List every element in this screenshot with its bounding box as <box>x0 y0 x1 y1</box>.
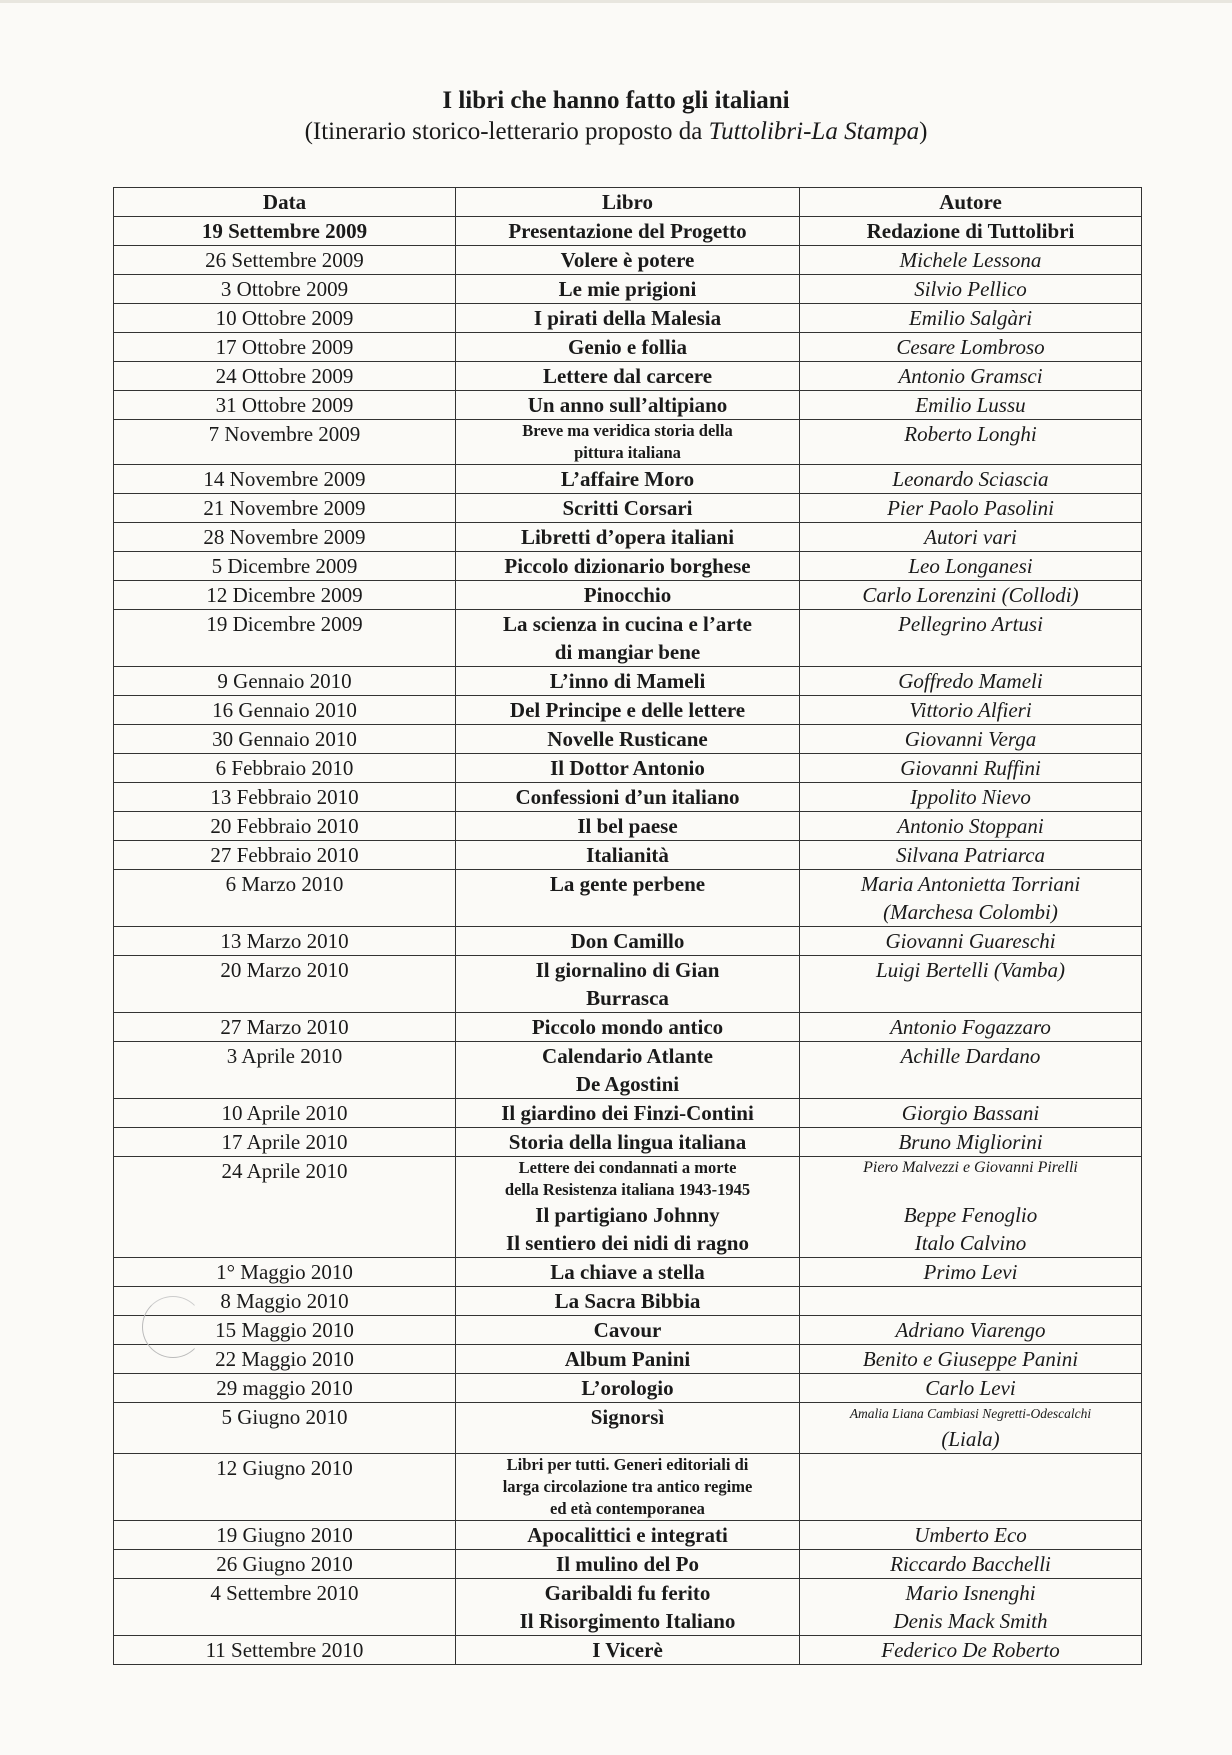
book-title-line: La Sacra Bibbia <box>554 1289 701 1313</box>
table-row <box>114 275 1142 304</box>
book-cell <box>456 1374 800 1403</box>
date-cell: 8 Maggio 2010 <box>114 1287 456 1316</box>
author-name-line: Maria Antonietta Torriani <box>860 872 1081 896</box>
book-title-line: Il partigiano Johnny <box>535 1203 720 1227</box>
date-cell: 12 Dicembre 2009 <box>114 581 456 610</box>
author-name-line: Achille Dardano <box>900 1044 1041 1068</box>
table-row <box>114 754 1142 783</box>
author-name-line: Antonio Fogazzaro <box>890 1015 1051 1039</box>
date-cell: 26 Giugno 2010 <box>114 1550 456 1579</box>
date-cell: 22 Maggio 2010 <box>114 1345 456 1374</box>
book-title-line: Lettere dal carcere <box>542 364 713 388</box>
author-name-line <box>804 1454 1137 1482</box>
author-name-line: Luigi Bertelli (Vamba) <box>876 958 1065 982</box>
subtitle-suffix: ) <box>919 118 928 145</box>
book-cell <box>456 783 800 812</box>
table-row <box>114 304 1142 333</box>
author-name-line: Silvio Pellico <box>914 277 1027 301</box>
author-name-line <box>804 1287 1137 1315</box>
author-cell <box>800 391 1142 420</box>
book-title-line: La chiave a stella <box>550 1260 705 1284</box>
author-cell <box>800 1258 1142 1287</box>
book-title-line: Del Principe e delle lettere <box>509 698 746 722</box>
date-cell: 14 Novembre 2009 <box>114 465 456 494</box>
author-name-line <box>804 1179 1137 1201</box>
book-title-line: pittura italiana <box>574 443 681 462</box>
author-cell <box>800 1454 1142 1521</box>
book-cell <box>456 696 800 725</box>
table-row <box>114 333 1142 362</box>
date-cell: 11 Settembre 2010 <box>114 1636 456 1665</box>
table-row <box>114 420 1142 465</box>
author-cell <box>800 333 1142 362</box>
book-title-line: Il giornalino di Gian <box>535 958 720 982</box>
table-row <box>114 217 1142 246</box>
author-name-line: Michele Lessona <box>899 248 1042 272</box>
author-cell <box>800 1550 1142 1579</box>
table-row <box>114 246 1142 275</box>
document-header <box>0 86 1232 148</box>
date-cell: 13 Marzo 2010 <box>114 927 456 956</box>
table-row <box>114 696 1142 725</box>
book-cell <box>456 667 800 696</box>
date-cell: 16 Gennaio 2010 <box>114 696 456 725</box>
book-title-line: La gente perbene <box>549 872 706 896</box>
book-title-line: Album Panini <box>564 1347 691 1371</box>
author-cell <box>800 1287 1142 1316</box>
table-row <box>114 523 1142 552</box>
author-cell <box>800 870 1142 927</box>
scan-edge <box>0 0 1232 3</box>
book-title-line: De Agostini <box>575 1072 680 1096</box>
date-cell: 17 Ottobre 2009 <box>114 333 456 362</box>
book-cell <box>456 812 800 841</box>
author-name-line: Beppe Fenoglio <box>903 1203 1038 1227</box>
author-cell <box>800 696 1142 725</box>
book-title-line: Scritti Corsari <box>562 496 693 520</box>
book-title-line: Il sentiero dei nidi di ragno <box>506 1231 749 1255</box>
author-cell <box>800 1157 1142 1258</box>
author-cell <box>800 246 1142 275</box>
author-name-line: Cesare Lombroso <box>896 335 1045 359</box>
author-name-line: Goffredo Mameli <box>898 669 1043 693</box>
author-cell <box>800 552 1142 581</box>
book-cell <box>456 523 800 552</box>
author-name-line: Amalia Liana Cambiasi Negretti-Odescalchi <box>849 1406 1092 1421</box>
author-name-line: Roberto Longhi <box>904 422 1037 446</box>
book-title-line: Piccolo dizionario borghese <box>504 554 751 578</box>
author-cell <box>800 217 1142 246</box>
book-cell <box>456 841 800 870</box>
date-cell: 21 Novembre 2009 <box>114 494 456 523</box>
book-cell <box>456 754 800 783</box>
book-title-line: Genio e follia <box>568 335 687 359</box>
author-cell <box>800 1374 1142 1403</box>
book-title-line: Apocalittici e integrati <box>527 1523 728 1547</box>
table-row <box>114 1374 1142 1403</box>
author-name-line: Silvana Patriarca <box>895 843 1046 867</box>
date-cell: 31 Ottobre 2009 <box>114 391 456 420</box>
author-cell <box>800 754 1142 783</box>
book-cell <box>456 552 800 581</box>
book-cell <box>456 1403 800 1454</box>
date-cell: 20 Febbraio 2010 <box>114 812 456 841</box>
author-cell <box>800 1042 1142 1099</box>
author-cell <box>800 1345 1142 1374</box>
author-cell <box>800 725 1142 754</box>
book-cell <box>456 494 800 523</box>
author-cell <box>800 812 1142 841</box>
book-cell <box>456 217 800 246</box>
author-name-line: Italo Calvino <box>914 1231 1027 1255</box>
book-title-line: Garibaldi fu ferito <box>544 1581 711 1605</box>
date-cell: 24 Ottobre 2009 <box>114 362 456 391</box>
book-title-line: Il mulino del Po <box>556 1552 699 1576</box>
date-cell: 19 Dicembre 2009 <box>114 610 456 667</box>
table-row <box>114 812 1142 841</box>
author-cell <box>800 1128 1142 1157</box>
book-cell <box>456 1258 800 1287</box>
book-cell <box>456 1636 800 1665</box>
author-name-line: Giovanni Ruffini <box>900 756 1041 780</box>
author-name-line: Antonio Gramsci <box>898 364 1043 388</box>
book-cell <box>456 1287 800 1316</box>
table-row <box>114 1157 1142 1258</box>
book-title-line: ed età contemporanea <box>550 1499 705 1518</box>
book-title-line: Un anno sull’altipiano <box>527 393 728 417</box>
book-title-line: Presentazione del Progetto <box>508 219 747 243</box>
book-cell <box>456 956 800 1013</box>
author-cell <box>800 1636 1142 1665</box>
author-cell <box>800 1013 1142 1042</box>
book-cell <box>456 725 800 754</box>
book-title-line: Libri per tutti. Generi editoriali di <box>506 1455 749 1474</box>
date-cell: 12 Giugno 2010 <box>114 1454 456 1521</box>
book-title-line: Cavour <box>593 1318 662 1342</box>
table-row <box>114 667 1142 696</box>
author-name-line: Leonardo Sciascia <box>892 467 1049 491</box>
date-cell: 13 Febbraio 2010 <box>114 783 456 812</box>
book-cell <box>456 1579 800 1636</box>
date-cell: 3 Aprile 2010 <box>114 1042 456 1099</box>
author-name-line: Mario Isnenghi <box>905 1581 1036 1605</box>
document-subtitle <box>0 116 1232 148</box>
subtitle-prefix: (Itinerario storico-letterario proposto da <box>304 118 709 145</box>
table-row <box>114 927 1142 956</box>
book-title-line: Il giardino dei Finzi-Contini <box>501 1101 754 1125</box>
column-header-autore: Autore <box>800 188 1142 217</box>
book-title-line: Piccolo mondo antico <box>531 1015 724 1039</box>
table-row <box>114 1550 1142 1579</box>
author-cell <box>800 1403 1142 1454</box>
book-cell <box>456 1042 800 1099</box>
table-row <box>114 1128 1142 1157</box>
table-row <box>114 1636 1142 1665</box>
date-cell: 5 Dicembre 2009 <box>114 552 456 581</box>
punch-hole-mark <box>142 1296 204 1358</box>
book-title-line: Lettere dei condannati a morte <box>518 1158 737 1177</box>
author-cell <box>800 956 1142 1013</box>
author-cell <box>800 667 1142 696</box>
table-row <box>114 1258 1142 1287</box>
book-cell <box>456 1550 800 1579</box>
table-row <box>114 1316 1142 1345</box>
table-row <box>114 1403 1142 1454</box>
book-title-line: Breve ma veridica storia della <box>522 421 733 440</box>
author-cell <box>800 841 1142 870</box>
book-title-line: larga circolazione tra antico regime <box>502 1477 753 1496</box>
table-row <box>114 552 1142 581</box>
date-cell: 30 Gennaio 2010 <box>114 725 456 754</box>
author-name-line: Emilio Salgàri <box>908 306 1033 330</box>
book-title-line: della Resistenza italiana 1943-1945 <box>504 1180 751 1199</box>
document-title: I libri che hanno fatto gli italiani <box>442 87 790 114</box>
book-title-line: Don Camillo <box>570 929 685 953</box>
author-name-line: Piero Malvezzi e Giovanni Pirelli <box>863 1159 1078 1176</box>
table-row <box>114 610 1142 667</box>
book-title-line: Il Risorgimento Italiano <box>519 1609 736 1633</box>
book-cell <box>456 333 800 362</box>
table-row <box>114 1454 1142 1521</box>
author-cell <box>800 610 1142 667</box>
book-title-line: di mangiar bene <box>554 640 701 664</box>
book-cell <box>456 870 800 927</box>
table-row <box>114 956 1142 1013</box>
date-cell: 3 Ottobre 2009 <box>114 275 456 304</box>
author-cell <box>800 420 1142 465</box>
date-cell: 10 Ottobre 2009 <box>114 304 456 333</box>
book-title-line: Confessioni d’un italiano <box>515 785 740 809</box>
table-row <box>114 1579 1142 1636</box>
table-row <box>114 1521 1142 1550</box>
book-cell <box>456 420 800 465</box>
table-row <box>114 1042 1142 1099</box>
book-title-line: La scienza in cucina e l’arte <box>502 612 753 636</box>
table-row <box>114 581 1142 610</box>
table-row <box>114 1013 1142 1042</box>
date-cell: 15 Maggio 2010 <box>114 1316 456 1345</box>
author-cell <box>800 362 1142 391</box>
book-cell <box>456 1157 800 1258</box>
date-cell: 28 Novembre 2009 <box>114 523 456 552</box>
author-cell <box>800 1316 1142 1345</box>
date-cell: 19 Settembre 2009 <box>114 217 456 246</box>
author-cell <box>800 494 1142 523</box>
table-header-row <box>114 188 1142 217</box>
table-row <box>114 391 1142 420</box>
book-cell <box>456 581 800 610</box>
table-row <box>114 465 1142 494</box>
author-name-line: Emilio Lussu <box>915 393 1026 417</box>
book-title-line: Italianità <box>586 843 669 867</box>
book-title-line: I Vicerè <box>592 1638 663 1662</box>
book-title-line: L’inno di Mameli <box>549 669 706 693</box>
book-title-line: Burrasca <box>586 986 669 1010</box>
book-cell <box>456 1454 800 1521</box>
book-cell <box>456 275 800 304</box>
book-title-line: Il bel paese <box>577 814 678 838</box>
table-row <box>114 494 1142 523</box>
author-name-line: Vittorio Alfieri <box>909 698 1032 722</box>
date-cell: 5 Giugno 2010 <box>114 1403 456 1454</box>
author-name-line: Riccardo Bacchelli <box>890 1552 1051 1576</box>
table-row <box>114 1345 1142 1374</box>
book-cell <box>456 1128 800 1157</box>
author-name-line: Bruno Migliorini <box>898 1130 1043 1154</box>
author-name-line: Adriano Viarengo <box>895 1318 1046 1342</box>
author-name-line: Carlo Levi <box>925 1376 1016 1400</box>
book-title-line: Pinocchio <box>583 583 672 607</box>
column-header-data: Data <box>114 188 456 217</box>
date-cell: 20 Marzo 2010 <box>114 956 456 1013</box>
author-name-line: Umberto Eco <box>914 1523 1027 1547</box>
book-title-line: Il Dottor Antonio <box>550 756 705 780</box>
book-cell <box>456 391 800 420</box>
author-name-line: Redazione di Tuttolibri <box>866 219 1075 243</box>
table-row <box>114 362 1142 391</box>
book-cell <box>456 465 800 494</box>
author-name-line: Ippolito Nievo <box>910 785 1031 809</box>
author-name-line: Antonio Stoppani <box>897 814 1044 838</box>
book-title-line: I pirati della Malesia <box>533 306 722 330</box>
author-name-line: Autori vari <box>924 525 1017 549</box>
book-cell <box>456 1099 800 1128</box>
book-title-line: Storia della lingua italiana <box>508 1130 747 1154</box>
book-title-line: L’orologio <box>581 1376 674 1400</box>
book-title-line: L’affaire Moro <box>560 467 695 491</box>
date-cell: 27 Febbraio 2010 <box>114 841 456 870</box>
date-cell: 6 Marzo 2010 <box>114 870 456 927</box>
table-row <box>114 841 1142 870</box>
date-cell: 1° Maggio 2010 <box>114 1258 456 1287</box>
author-name-line: Federico De Roberto <box>881 1638 1060 1662</box>
book-cell <box>456 927 800 956</box>
table-row <box>114 783 1142 812</box>
author-name-line: Pellegrino Artusi <box>898 612 1043 636</box>
author-cell <box>800 783 1142 812</box>
book-cell <box>456 610 800 667</box>
author-cell <box>800 1579 1142 1636</box>
author-cell <box>800 1099 1142 1128</box>
book-cell <box>456 1345 800 1374</box>
date-cell: 19 Giugno 2010 <box>114 1521 456 1550</box>
author-name-line: Primo Levi <box>923 1260 1018 1284</box>
book-title-line: Calendario Atlante <box>542 1044 713 1068</box>
author-cell <box>800 1521 1142 1550</box>
date-cell: 4 Settembre 2010 <box>114 1579 456 1636</box>
author-name-line: (Marchesa Colombi) <box>883 900 1058 924</box>
author-name-line: Pier Paolo Pasolini <box>887 496 1054 520</box>
author-name-line: (Liala) <box>941 1427 1000 1451</box>
table-row <box>114 1287 1142 1316</box>
book-cell <box>456 246 800 275</box>
books-table <box>113 187 1142 1665</box>
date-cell: 6 Febbraio 2010 <box>114 754 456 783</box>
subtitle-source: Tuttolibri-La Stampa <box>708 118 920 145</box>
book-cell <box>456 304 800 333</box>
author-name-line: Carlo Lorenzini (Collodi) <box>862 583 1079 607</box>
author-cell <box>800 927 1142 956</box>
date-cell: 7 Novembre 2009 <box>114 420 456 465</box>
author-name-line: Giovanni Verga <box>904 727 1037 751</box>
date-cell: 10 Aprile 2010 <box>114 1099 456 1128</box>
book-title-line: Le mie prigioni <box>558 277 697 301</box>
author-cell <box>800 465 1142 494</box>
date-cell: 29 maggio 2010 <box>114 1374 456 1403</box>
table-row <box>114 725 1142 754</box>
author-cell <box>800 581 1142 610</box>
author-cell <box>800 304 1142 333</box>
date-cell: 26 Settembre 2009 <box>114 246 456 275</box>
book-cell <box>456 1521 800 1550</box>
book-title-line: Volere è potere <box>560 248 695 272</box>
column-header-libro: Libro <box>456 188 800 217</box>
author-name-line: Giorgio Bassani <box>901 1101 1040 1125</box>
author-name-line: Benito e Giuseppe Panini <box>862 1347 1079 1371</box>
date-cell: 27 Marzo 2010 <box>114 1013 456 1042</box>
book-title-line: Signorsì <box>590 1405 665 1429</box>
table-body <box>114 217 1142 1665</box>
date-cell: 24 Aprile 2010 <box>114 1157 456 1258</box>
book-cell <box>456 1013 800 1042</box>
author-name-line: Giovanni Guareschi <box>885 929 1056 953</box>
book-title-line: Libretti d’opera italiani <box>520 525 735 549</box>
author-name-line: Denis Mack Smith <box>893 1609 1048 1633</box>
book-title-line: Novelle Rusticane <box>547 727 708 751</box>
author-name-line: Leo Longanesi <box>908 554 1033 578</box>
book-cell <box>456 1316 800 1345</box>
author-cell <box>800 523 1142 552</box>
date-cell: 17 Aprile 2010 <box>114 1128 456 1157</box>
table-row <box>114 870 1142 927</box>
table-row <box>114 1099 1142 1128</box>
book-cell <box>456 362 800 391</box>
date-cell: 9 Gennaio 2010 <box>114 667 456 696</box>
author-cell <box>800 275 1142 304</box>
